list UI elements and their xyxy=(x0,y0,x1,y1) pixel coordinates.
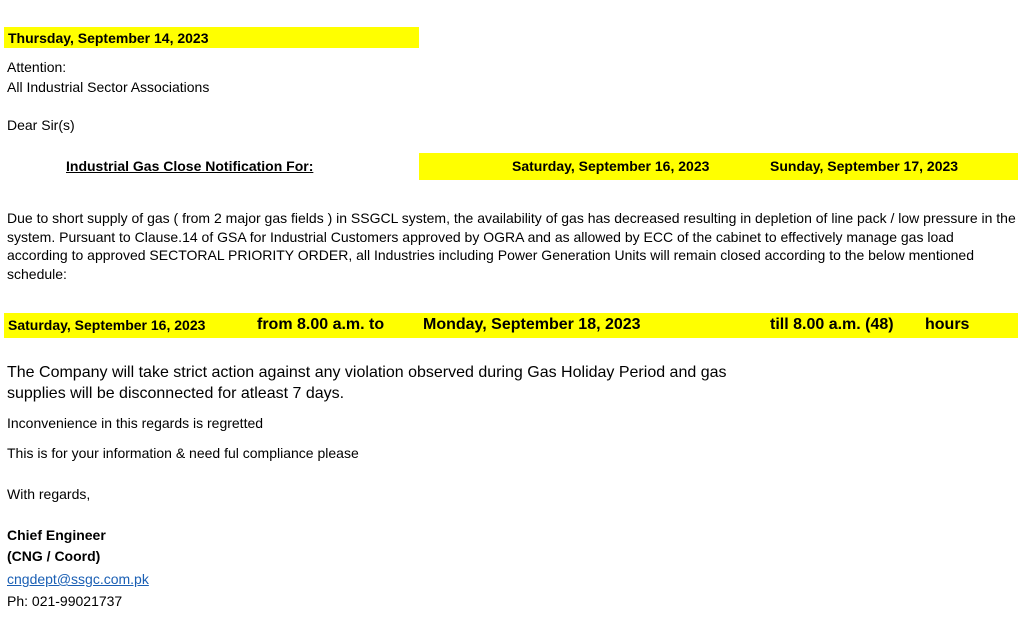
notification-label: Industrial Gas Close Notification For: xyxy=(66,158,314,174)
letter-date: Thursday, September 14, 2023 xyxy=(8,30,209,46)
body-paragraph: Due to short supply of gas ( from 2 major gas fields ) in SSGCL system, the availability of gas has decreased resulting in depletion of line pack / low pressure in the system. Pursuant to Clause.14 of GSA for Industrial Customers approved by OGRA and as allowed by ECC of the cabinet to effectively manage gas load according to approved SECTORAL PRIORITY ORDER, all Industries including Power Generation Units will remain closed according to the below mentioned schedule: xyxy=(7,210,1016,282)
compliance-line: This is for your information & need ful compliance please xyxy=(7,445,359,461)
notification-date-2: Sunday, September 17, 2023 xyxy=(770,158,959,174)
recipient-line: All Industrial Sector Associations xyxy=(7,79,210,95)
signer-department: (CNG / Coord) xyxy=(7,548,101,564)
warning-paragraph: The Company will take strict action against any violation observed during Gas Holiday Period and gas supplies will be disconnected for atleast 7 days. xyxy=(7,364,727,402)
notification-date-1: Saturday, September 16, 2023 xyxy=(512,158,710,174)
attention-line: Attention: xyxy=(7,59,67,75)
email-link[interactable]: cngdept@ssgc.com.pk xyxy=(7,571,149,587)
schedule-from-date: Saturday, September 16, 2023 xyxy=(8,317,206,333)
salutation: Dear Sir(s) xyxy=(7,117,75,133)
schedule-from-time: from 8.00 a.m. to xyxy=(257,316,385,333)
regards-line: With regards, xyxy=(7,486,91,502)
signer-title: Chief Engineer xyxy=(7,527,106,543)
schedule-to-date: Monday, September 18, 2023 xyxy=(423,316,641,333)
schedule-to-time: till 8.00 a.m. (48) xyxy=(770,316,894,333)
schedule-hours-label: hours xyxy=(925,316,970,333)
phone-number: Ph: 021-99021737 xyxy=(7,593,123,609)
inconvenience-line: Inconvenience in this regards is regretted xyxy=(7,415,264,431)
